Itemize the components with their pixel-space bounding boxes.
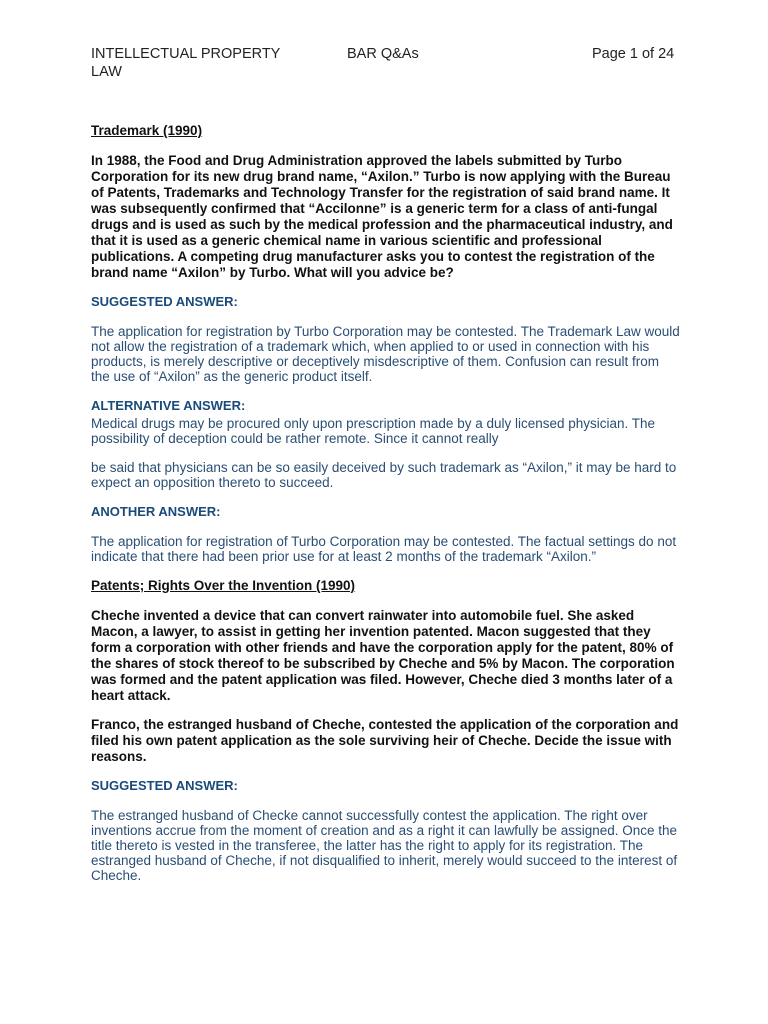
suggested-answer-label-patents: SUGGESTED ANSWER:	[91, 778, 238, 793]
alternative-answer-label: ALTERNATIVE ANSWER:	[91, 398, 246, 413]
header-title: BAR Q&As	[347, 46, 419, 62]
header-page-number: Page 1 of 24	[592, 46, 675, 62]
suggested-answer-text: The application for registration by Turbo Corporation may be contested. The Trademark Law would not allow the registration of a trademark which, when applied to or used in connection with his products, is merely descriptive or deceptively misdescriptive of them. Confusion can result from the use of “Axilon” as the generic product itself.	[91, 324, 680, 384]
section-heading-patents: Patents; Rights Over the Invention (1990)	[91, 578, 356, 593]
question-patents-part1: Cheche invented a device that can convert rainwater into automobile fuel. She asked Macon, a lawyer, to assist in getting her invention patented. Macon suggested that they form a corporation with other friends and have the corporation apply for the patent, 80% of the shares of stock thereof to be subscribed by Cheche and 5% by Macon. The corporation was formed and the patent application was filed. However, Cheche died 3 months later of a heart attack.	[91, 608, 675, 703]
question-trademark: In 1988, the Food and Drug Administration approved the labels submitted by Turbo Corporation for its new drug brand name, “Axilon.” Turbo is now applying with the Bureau of Patents, Trademarks and Technology Transfer for the registration of said brand name. It was subsequently confirmed that “Accilonne” is a generic term for a class of anti-fungal drugs and is used as such by the medical profession and the pharmaceutical industry, and that it is used as a generic chemical name in various scientific and professional publications. A competing drug manufacturer asks you to contest the registration of the brand name “Axilon” by Turbo. What will you advice be?	[91, 153, 673, 280]
document-body	[91, 123, 681, 897]
suggested-answer-label: SUGGESTED ANSWER:	[91, 294, 238, 309]
section-heading-trademark: Trademark (1990)	[91, 123, 203, 138]
alternative-answer-text-part1: Medical drugs may be procured only upon prescription made by a duly licensed physician. The possibility of deception could be rather remote. Since it cannot really	[91, 416, 656, 446]
question-patents-part2: Franco, the estranged husband of Cheche, contested the application of the corporation and filed his own patent application as the sole surviving heir of Cheche. Decide the issue with reasons.	[91, 717, 679, 764]
alternative-answer-text-part2: be said that physicians can be so easily deceived by such trademark as “Axilon,” it may be hard to expect an opposition thereto to succeed.	[91, 460, 677, 490]
suggested-answer-text-patents: The estranged husband of Checke cannot successfully contest the application. The right over inventions accrue from the moment of creation and as a right it can lawfully be assigned. Once the title thereto is vested in the transferee, the latter has the right to apply for its registration. The estranged husband of Cheche, if not disqualified to inherit, merely would succeed to the interest of Cheche.	[91, 808, 678, 883]
another-answer-text: The application for registration of Turbo Corporation may be contested. The factual settings do not indicate that there had been prior use for at least 2 months of the trademark “Axilon.”	[91, 534, 677, 564]
another-answer-label: ANOTHER ANSWER:	[91, 504, 221, 519]
header-subject: INTELLECTUAL PROPERTY LAW	[91, 46, 281, 80]
